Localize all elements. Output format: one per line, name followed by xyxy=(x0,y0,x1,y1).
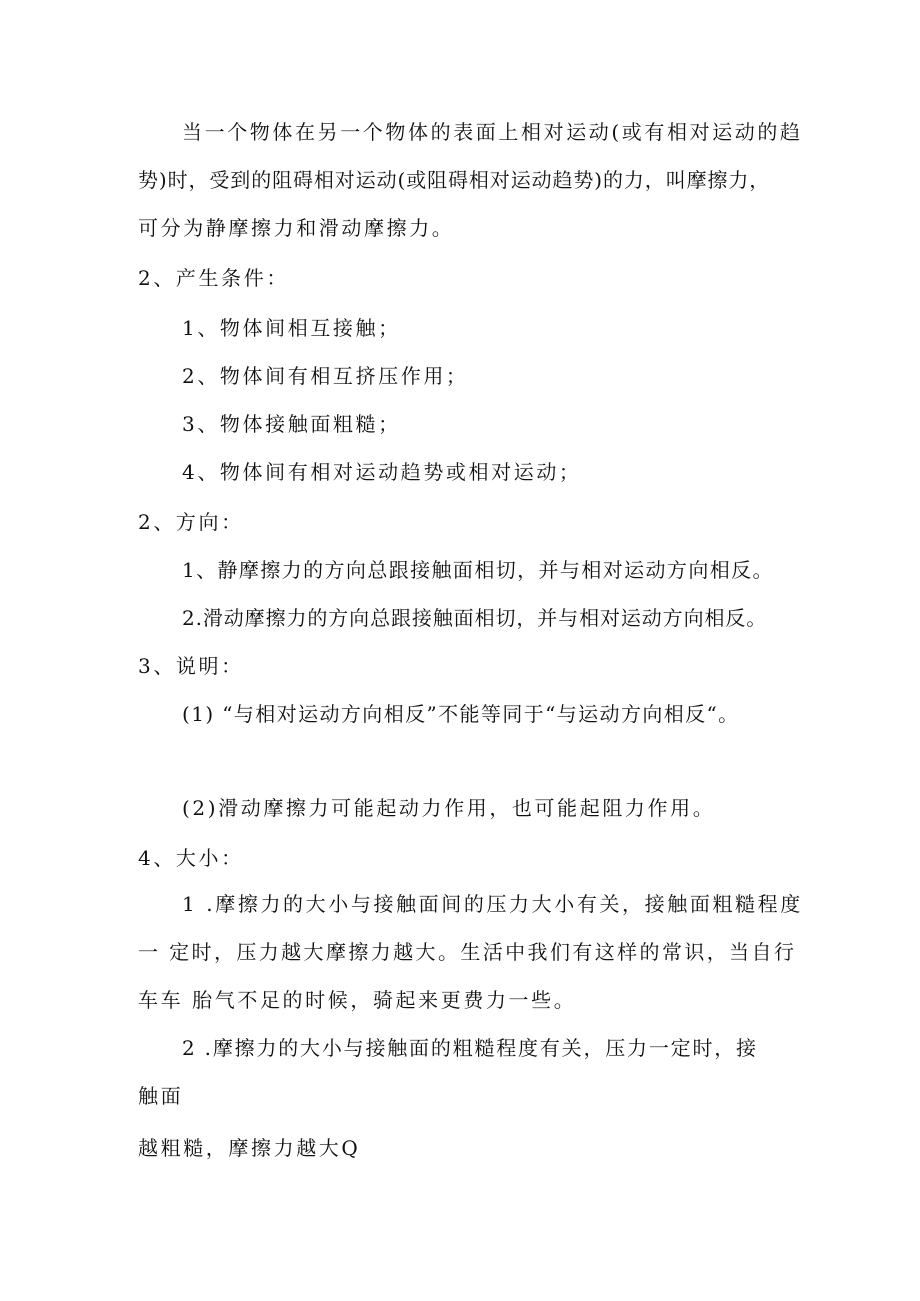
condition-item-1: 1、物体间相互接触； xyxy=(182,316,401,340)
condition-item-3: 3、物体接触面粗糙； xyxy=(182,412,401,436)
direction-item-1: 1、静摩擦力的方向总跟接触面相切，并与相对运动方向相反。 xyxy=(182,558,774,582)
magnitude-point-2-line-3: 越粗糙，摩擦力越大Q xyxy=(138,1136,361,1160)
paragraph-1-line-3: 可分为静摩擦力和滑动摩擦力。 xyxy=(138,216,455,240)
note-item-2: (2)滑动摩擦力可能起动力作用，也可能起阻力作用。 xyxy=(182,796,716,820)
section-direction-heading: 2、方向： xyxy=(138,510,244,534)
magnitude-point-1-line-2: 一 定时，压力越大摩擦力越大。生活中我们有这样的常识，当自行 xyxy=(138,940,797,964)
magnitude-point-2-line-1: 2 .摩擦力的大小与接触面的粗糙程度有关，压力一定时，接 xyxy=(182,1036,758,1060)
section-notes-heading: 3、说明： xyxy=(138,654,244,678)
condition-item-4: 4、物体间有相对运动趋势或相对运动； xyxy=(182,460,582,484)
magnitude-point-1-line-3: 车车 胎气不足的时候，骑起来更费力一些。 xyxy=(138,988,577,1012)
paragraph-1-line-1: 当一个物体在另一个物体的表面上相对运动(或有相对运动的趋 xyxy=(182,120,803,144)
note-item-1: (1) “与相对运动方向相反”不能等同于“与运动方向相反“。 xyxy=(182,702,740,726)
magnitude-point-2-line-2: 触面 xyxy=(138,1084,184,1108)
magnitude-point-1-line-1: 1 .摩擦力的大小与接触面间的压力大小有关，接触面粗糙程度 xyxy=(182,892,803,916)
condition-item-2: 2、物体间有相互挤压作用； xyxy=(182,364,469,388)
paragraph-1-line-2: 势)时，受到的阻碍相对运动(或阻碍相对运动趋势)的力，叫摩擦力， xyxy=(138,168,771,192)
direction-item-2: 2.滑动摩擦力的方向总跟接触面相切，并与相对运动方向相反。 xyxy=(182,606,768,630)
section-conditions-heading: 2、产生条件： xyxy=(138,266,289,290)
section-magnitude-heading: 4、大小： xyxy=(138,846,244,870)
